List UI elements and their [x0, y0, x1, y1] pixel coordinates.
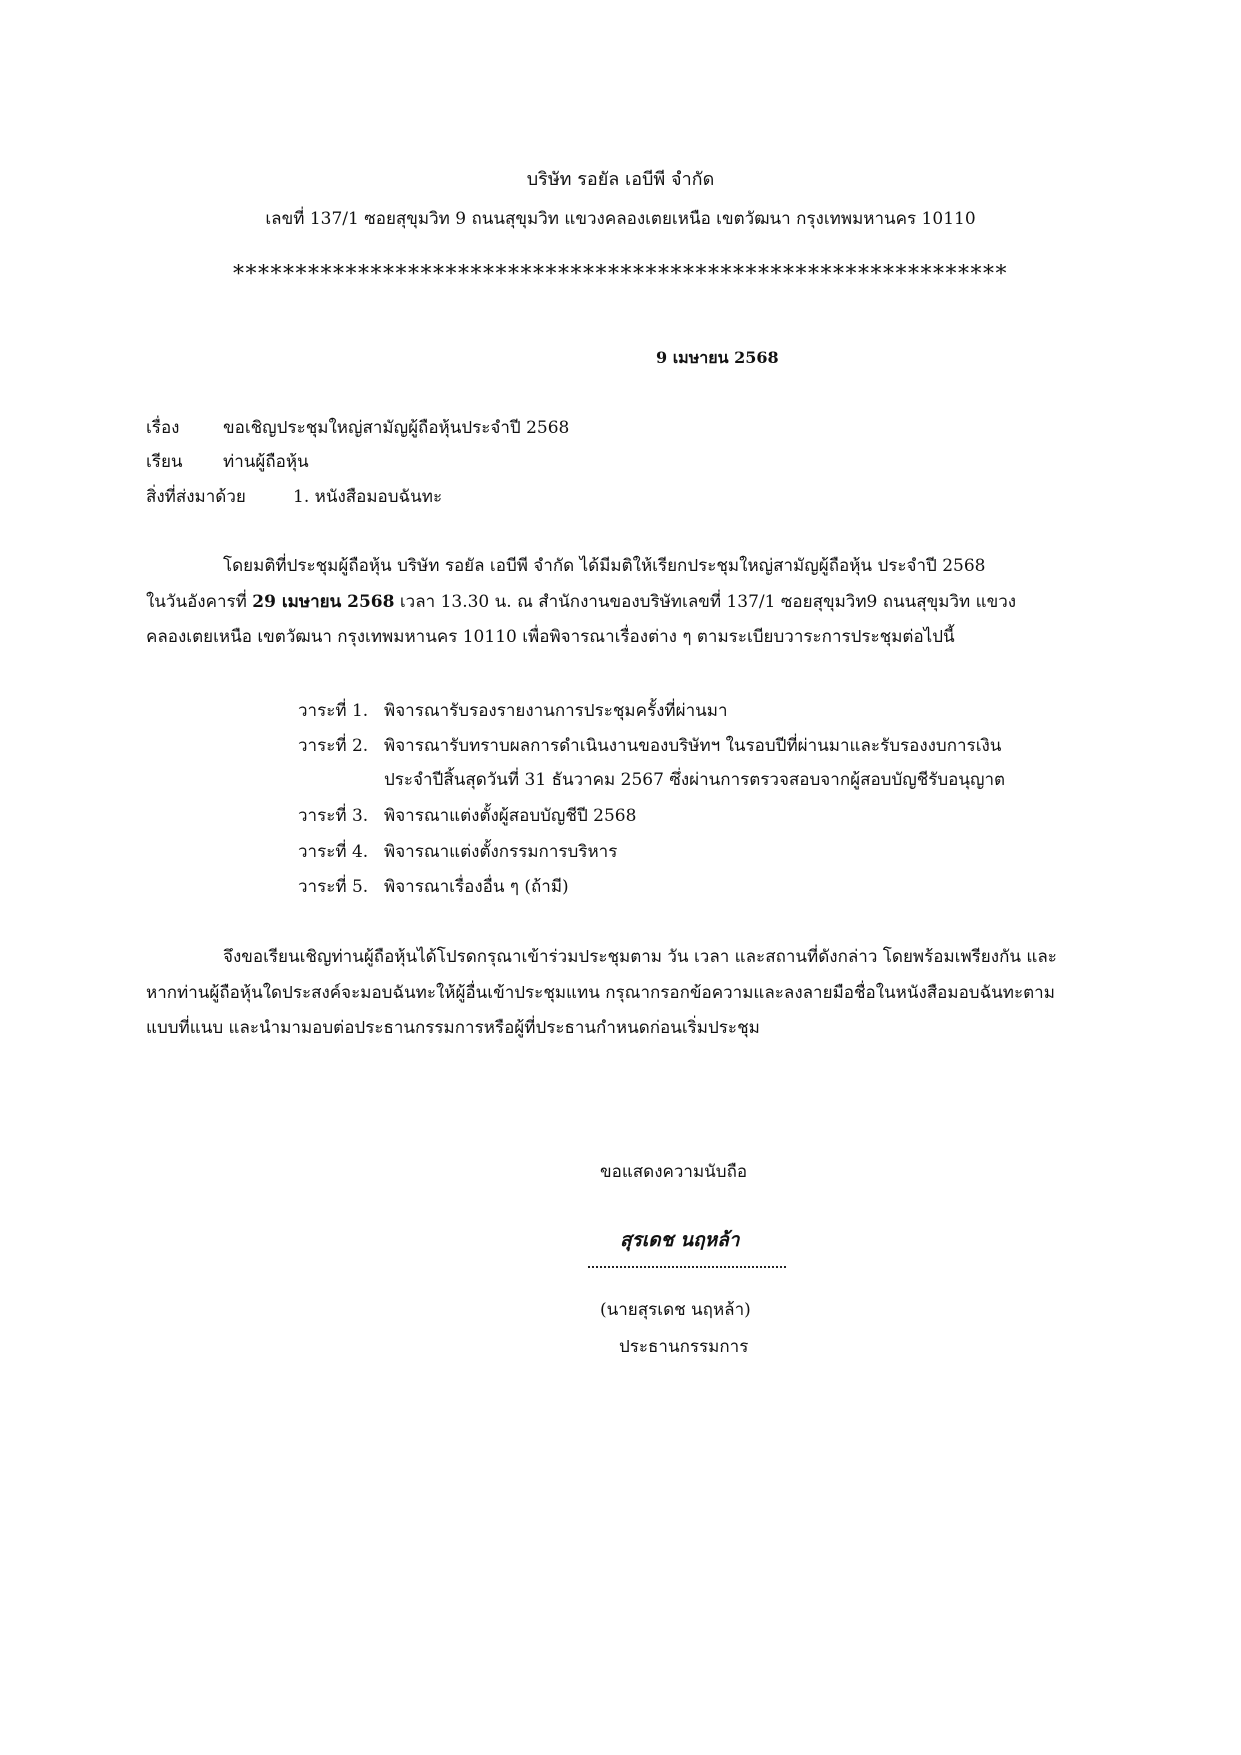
agenda-text: พิจารณาแต่งตั้งกรรมการบริหาร — [384, 842, 618, 862]
agenda-item — [298, 697, 728, 724]
agenda-text: พิจารณาแต่งตั้งผู้สอบบัญชีปี 2568 — [384, 806, 637, 826]
meeting-date: 29 เมษายน 2568 — [252, 592, 395, 612]
recipient-label: เรียน — [146, 452, 183, 472]
paragraph1-line3: คลองเตยเหนือ เขตวัฒนา กรุงเทพมหานคร 10110 เพื่อพิจารณาเรื่องต่าง ๆ ตามระเบียบวาระการประชุมต่อไปนี้ — [146, 627, 955, 647]
letter-date: 9 เมษายน 2568 — [656, 348, 779, 367]
agenda-item — [298, 732, 1001, 759]
agenda-text: พิจารณารับรองรายงานการประชุมครั้งที่ผ่านมา — [384, 701, 728, 721]
closing-phrase: ขอแสดงความนับถือ — [600, 1162, 748, 1182]
agenda-label: วาระที่ 4. — [298, 842, 369, 862]
company-name: บริษัท รอยัล เอบีพี จำกัด — [526, 169, 715, 190]
agenda-text-continued: ประจำปีสิ้นสุดวันที่ 31 ธันวาคม 2567 ซึ่งผ่านการตรวจสอบจากผู้สอบบัญชีรับอนุญาต — [384, 770, 1006, 790]
agenda-text: พิจารณารับทราบผลการดำเนินงานของบริษัทฯ ในรอบปีที่ผ่านมาและรับรองงบการเงิน — [384, 736, 1002, 756]
separator-line: ************************************************************** — [233, 262, 1008, 287]
subject-line — [146, 414, 569, 441]
subject-text: ขอเชิญประชุมใหญ่สามัญผู้ถือหุ้นประจำปี 2568 — [223, 418, 570, 438]
agenda-label: วาระที่ 5. — [298, 877, 369, 897]
handwritten-signature: สุรเดช นฤหล้า — [620, 1229, 740, 1251]
paragraph2-line1: จึงขอเรียนเชิญท่านผู้ถือหุ้นได้โปรดกรุณาเข้าร่วมประชุมตาม วัน เวลา และสถานที่ดังกล่าว โดยพร้อมเพรียงกัน และ — [223, 947, 1057, 967]
agenda-item — [298, 873, 569, 900]
paragraph2-line3: แบบที่แนบ และนำมามอบต่อประธานกรรมการหรือผู้ที่ประธานกำหนดก่อนเริ่มประชุม — [146, 1018, 760, 1038]
paragraph1-line1: โดยมติที่ประชุมผู้ถือหุ้น บริษัท รอยัล เอบีพี จำกัด ได้มีมติให้เรียกประชุมใหญ่สามัญผู้ถือหุ้น ประจำปี 2568 — [223, 556, 986, 576]
company-address: เลขที่ 137/1 ซอยสุขุมวิท 9 ถนนสุขุมวิท แขวงคลองเตยเหนือ เขตวัฒนา กรุงเทพมหานคร 10110 — [265, 209, 976, 229]
agenda-label: วาระที่ 3. — [298, 806, 369, 826]
paragraph1-line2 — [146, 588, 1146, 615]
enclosure-text: 1. หนังสือมอบฉันทะ — [293, 487, 443, 507]
agenda-text: พิจารณาเรื่องอื่น ๆ (ถ้ามี) — [384, 877, 569, 897]
subject-label: เรื่อง — [146, 418, 180, 438]
paragraph2-line2: หากท่านผู้ถือหุ้นใดประสงค์จะมอบฉันทะให้ผู้อื่นเข้าประชุมแทน กรุณากรอกข้อความและลงลายมือชื่อในหนังสือมอบฉันทะตาม — [146, 983, 1055, 1003]
agenda-item — [298, 802, 636, 829]
paragraph1-line2-end: เวลา 13.30 น. ณ สำนักงานของบริษัทเลขที่ 137/1 ซอยสุขุมวิท9 ถนนสุขุมวิท แขวง — [394, 592, 1017, 612]
signatory-title: ประธานกรรมการ — [619, 1337, 749, 1357]
agenda-label: วาระที่ 1. — [298, 701, 369, 721]
recipient-text: ท่านผู้ถือหุ้น — [223, 452, 309, 472]
recipient-line — [146, 448, 309, 475]
enclosure-label: สิ่งที่ส่งมาด้วย — [146, 487, 246, 507]
paragraph1-line2-start: ในวันอังคารที่ — [146, 592, 253, 612]
agenda-label: วาระที่ 2. — [298, 736, 369, 756]
signature-dotted-line — [588, 1266, 786, 1268]
enclosure-line — [146, 483, 442, 510]
agenda-item — [298, 838, 617, 865]
signatory-name: (นายสุรเดช นฤหล้า) — [600, 1300, 751, 1320]
